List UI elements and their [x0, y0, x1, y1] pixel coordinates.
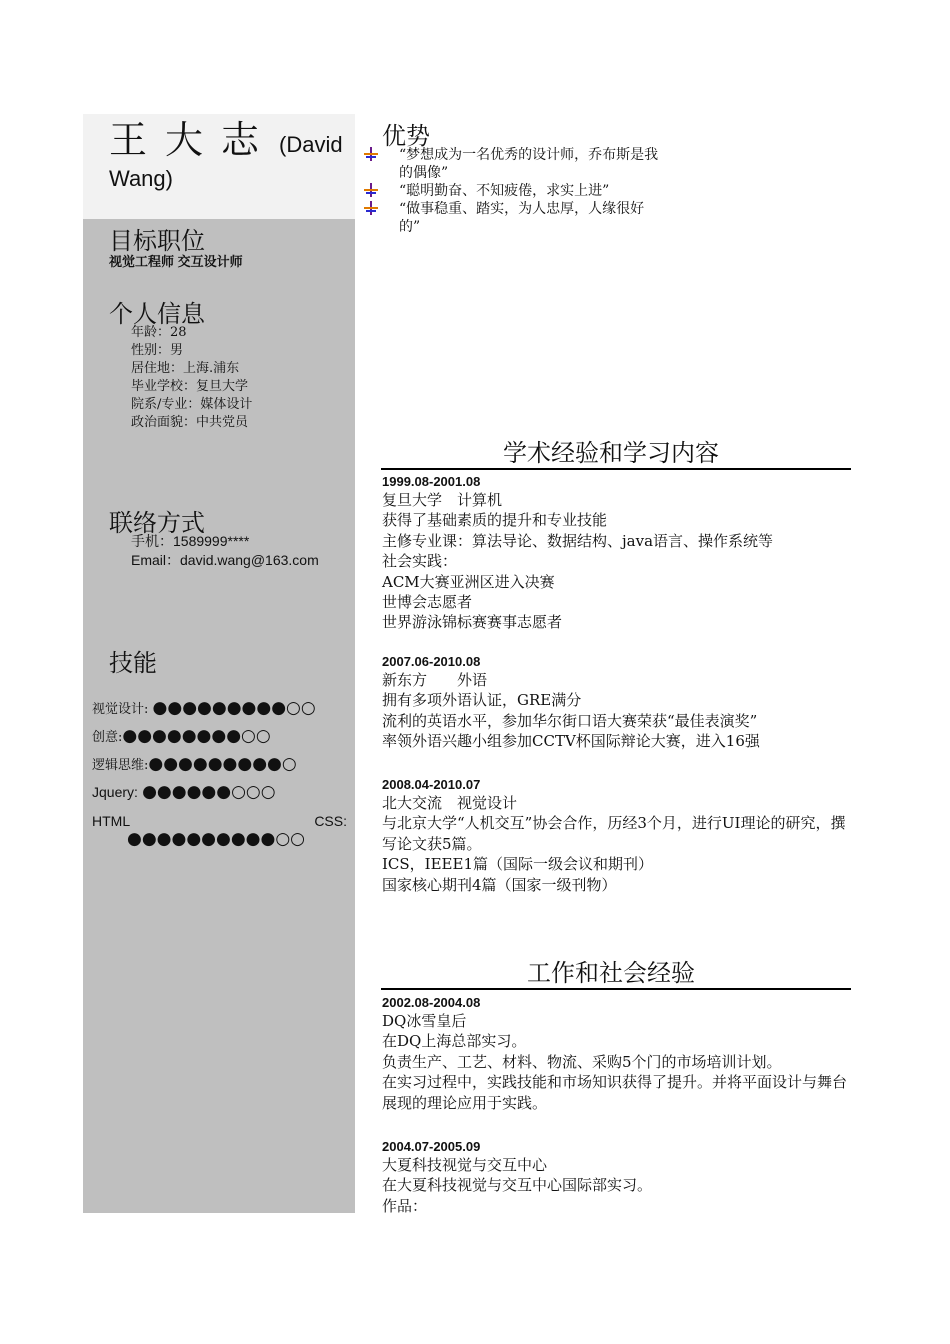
skill-jquery: [92, 782, 276, 802]
skill-visual: [92, 698, 316, 718]
entry-line: 获得了基础素质的提升和专业技能: [382, 511, 608, 530]
skill-html-label: HTML: [92, 813, 131, 829]
entry-line: DQ冰雪皇后: [382, 1012, 467, 1030]
personal-age: 年龄：28: [131, 325, 187, 340]
entry-line: 作品：: [382, 1196, 428, 1215]
bullet-cross-icon: [364, 201, 378, 215]
personal-info-list: [131, 324, 252, 432]
entry-date: 2008.04-2010.07: [382, 777, 481, 792]
skill-label: 视觉设计:: [92, 702, 149, 717]
academic-title: 学术经验和学习内容: [381, 438, 851, 470]
entry-line: 世界游泳锦标赛赛事志愿者: [382, 613, 563, 632]
name-chinese: 王大志: [109, 118, 278, 162]
contact-info: [131, 532, 319, 570]
advantage-item: [364, 200, 664, 236]
skill-label: 创意:: [92, 730, 123, 745]
entry-line: 主修专业课：算法导论、数据结构、java语言、操作系统等: [382, 531, 774, 550]
skill-label: Jquery:: [92, 784, 138, 800]
work-title: 工作和社会经验: [381, 958, 851, 990]
advantage-item: [364, 146, 664, 182]
contact-title: 联络方式: [109, 509, 205, 537]
skill-logic: [92, 754, 297, 774]
advantage-item: [364, 182, 664, 200]
work-entry-2: [382, 1138, 857, 1216]
advantages-list: [364, 146, 664, 236]
entry-line: 社会实践：: [382, 552, 458, 571]
entry-line: 率领外语兴趣小组参加CCTV杯国际辩论大赛，进入16强: [382, 732, 760, 751]
academic-entry-3: [382, 776, 857, 895]
academic-header: [381, 438, 851, 470]
bullet-cross-icon: [364, 183, 378, 197]
name-english-part1: (David: [279, 132, 343, 157]
academic-entry-1: [382, 473, 857, 633]
skill-rating: ●●●●●●●●●○: [148, 754, 297, 774]
entry-line: 在实习过程中，实践技能和市场知识获得了提升。并将平面设计与舞台展现的理论应用于实践。: [382, 1073, 848, 1112]
personal-politics: 政治面貌：中共党员: [131, 415, 249, 430]
entry-line: 北大交流 视觉设计: [382, 794, 518, 812]
name-english-part2: Wang): [109, 166, 173, 191]
skills-title: 技能: [109, 649, 157, 677]
entry-date: 1999.08-2001.08: [382, 474, 481, 489]
contact-phone: 手机：1589999****: [131, 533, 250, 549]
entry-line: 国家核心期刊4篇（国家一级刊物）: [382, 875, 617, 894]
advantages-title: 优势: [382, 122, 430, 150]
entry-line: 负责生产、工艺、材料、物流、采购5个门的市场培训计划。: [382, 1052, 782, 1071]
personal-school: 毕业学校：复旦大学: [131, 379, 249, 394]
skill-rating: ●●●●●●○○○: [142, 782, 276, 802]
entry-line: 与北京大学“人机交互”协会合作，历经3个月，进行UI理论的研究，撰写论文获5篇。: [382, 814, 846, 853]
academic-entry-2: [382, 653, 857, 752]
work-entry-1: [382, 994, 857, 1113]
entry-date: 2007.06-2010.08: [382, 654, 481, 669]
entry-line: 新东方 外语: [382, 671, 488, 689]
advantage-text: “做事稳重、踏实，为人忠厚，人缘很好的”: [399, 201, 645, 235]
personal-gender: 性别：男: [131, 343, 184, 358]
entry-line: ACM大赛亚洲区进入决赛: [382, 572, 555, 591]
skill-htmlcss-rating: ●●●●●●●●●●○○: [127, 829, 306, 849]
advantage-text: “聪明勤奋、不知疲倦，求实上进”: [399, 183, 610, 199]
skill-creative: [92, 726, 271, 746]
advantage-text: “梦想成为一名优秀的设计师，乔布斯是我的偶像”: [399, 147, 659, 181]
personal-residence: 居住地：上海.浦东: [131, 361, 240, 376]
entry-line: ICS，IEEE1篇（国际一级会议和期刊）: [382, 855, 653, 874]
skill-rating: ●●●●●●●●○○: [122, 726, 271, 746]
skill-css-label: CSS:: [314, 813, 347, 829]
entry-line: 流利的英语水平，参加华尔街口语大赛荣获“最佳表演奖”: [382, 711, 758, 730]
entry-date: 2002.08-2004.08: [382, 995, 481, 1010]
entry-line: 在DQ上海总部实习。: [382, 1032, 527, 1051]
entry-line: 大夏科技视觉与交互中心: [382, 1156, 548, 1174]
personal-major: 院系/专业：媒体设计: [131, 397, 253, 412]
entry-line: 世博会志愿者: [382, 593, 473, 612]
target-value: 视觉工程师 交互设计师: [109, 254, 243, 269]
skill-rating: ●●●●●●●●●○○: [152, 698, 316, 718]
work-header: [381, 958, 851, 990]
entry-date: 2004.07-2005.09: [382, 1139, 481, 1154]
bullet-cross-icon: [364, 147, 378, 161]
entry-line: 在大夏科技视觉与交互中心国际部实习。: [382, 1176, 653, 1195]
skill-label: 逻辑思维:: [92, 758, 149, 773]
name-box: [83, 114, 355, 219]
sidebar: [83, 114, 355, 1213]
contact-email: Email：david.wang@163.com: [131, 552, 319, 568]
target-title: 目标职位: [109, 227, 205, 255]
entry-line: 复旦大学 计算机: [382, 491, 503, 509]
personal-title: 个人信息: [109, 300, 205, 328]
entry-line: 拥有多项外语认证，GRE满分: [382, 691, 582, 710]
